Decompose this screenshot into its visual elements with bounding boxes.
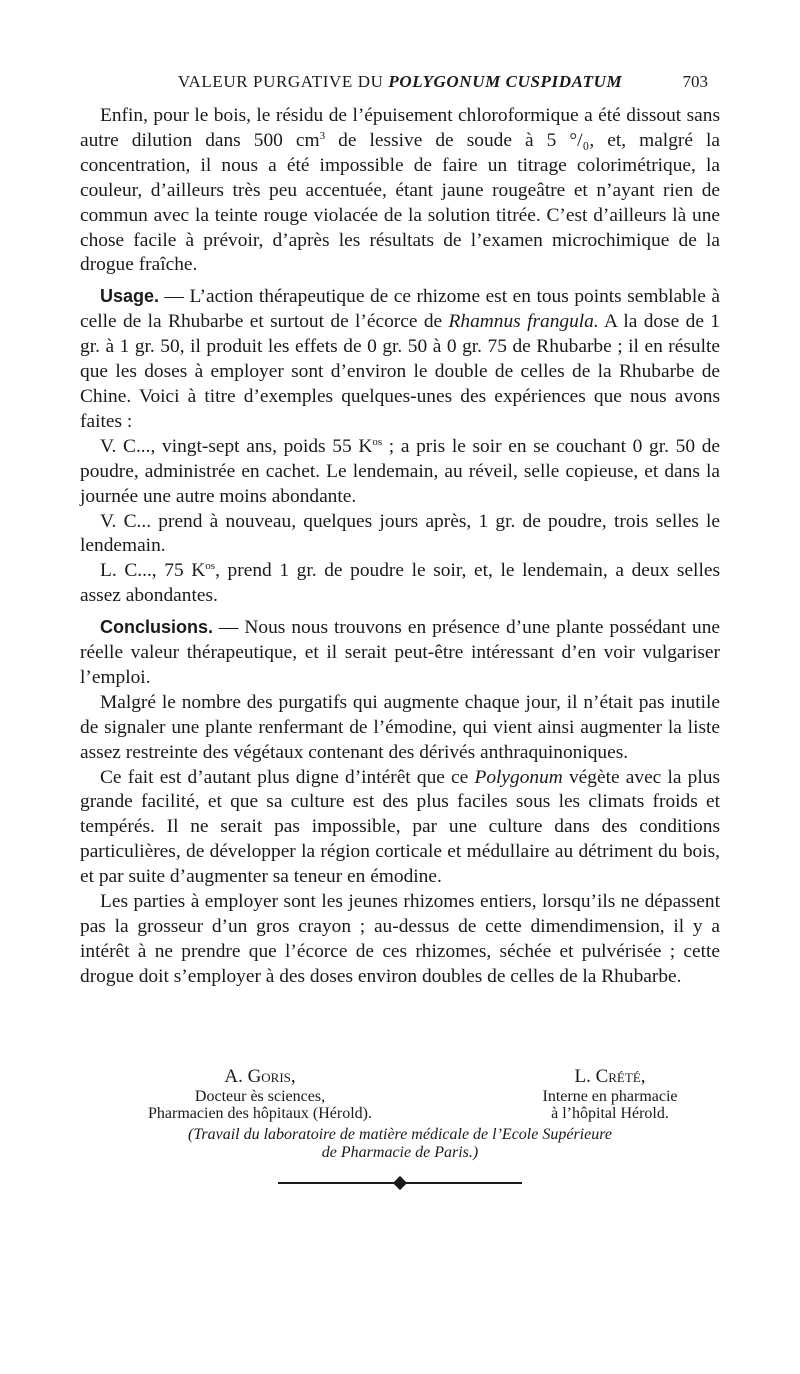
author-title-crete-1: Interne en pharmacie: [542, 1088, 678, 1105]
paragraph-example-1: V. C..., vingt-sept ans, poids 55 $K^{os}$ ; a pris le soir en se couchant 0 gr. 50 de poudre, administrée en cachet. Le lendemain, au réveil, selle copieuse, et dans la journée une autre moins abondante.: [80, 435, 720, 507]
paragraph-usage: Usage. — L’action thérapeutique de ce rhizome est en tous points semblable à celle de la Rhubarbe et surtout de l’écorce de Rhamnus frangula. A la dose de 1 gr. à 1 gr. 50, il produit les effets de 0 gr. 50 à 0 gr. 75 de Rhubarbe ; il en résulte que les doses à employer sont d’environ le double de celles de la Rhubarbe de Chine. Voici à titre d’exemples quelques-unes des expériences que nous avons faites :: [80, 286, 720, 432]
paragraph-example-2: V. C... prend à nouveau, quelques jours après, 1 gr. de poudre, trois selles le lendemain.: [80, 510, 720, 557]
section-heading-conclusions: Conclusions.: [100, 617, 214, 638]
author-name-crete: L. Crété,: [574, 1066, 646, 1087]
paragraph-malgre: Malgré le nombre des purgatifs qui augmente chaque jour, il n’était pas inutile de signaler une plante renfermant de l’émodine, qui vient ainsi augmenter la liste assez restreinte des végétaux contenant des dérivés anthraquinoniques.: [80, 691, 720, 763]
paragraph-bois: Enfin, pour le bois, le résidu de l’épuisement chloroformique a été dissout sans autre dilution dans 500 $cm^3$ de lessive de soude à 5 °/₀, et, malgré la concentration, il nous a été impossible de faire un titrage colorimétrique, la couleur, d’ailleurs très peu accentuée, étant jaune rougeâtre et n’ayant rien de commun avec la teinte rouge violacée de la solution titrée. C’est d’ailleurs là une chose facile à prévoir, d’après les résultats de l’examen microchimique de la drogue fraîche.: [80, 105, 720, 276]
section-heading-usage: Usage.: [100, 286, 160, 307]
paragraph-example-3: L. C..., 75 $K^{os}$, prend 1 gr. de poudre le soir, et, le lendemain, a deux selles assez abondantes.: [80, 560, 720, 607]
running-title: [0, 72, 800, 92]
article-body: [80, 104, 720, 990]
paragraph-ce-fait: Ce fait est d’autant plus digne d’intérêt que ce Polygonum végète avec la plus grande facilité, et que sa culture est des plus faciles sous les climats froids et tempérés. Il ne serait pas impossible, par une culture dans des conditions particulières, de développer la région corticale et médullaire au détriment du bois, et par suite d’augmenter sa teneur en émodine.: [80, 766, 720, 888]
credit-line-2: de Pharmacie de Paris.): [321, 1144, 479, 1161]
signature-crete: [500, 1066, 720, 1122]
author-title-crete-2: à l’hôpital Hérold.: [551, 1105, 669, 1122]
author-title-goris-2: Pharmacien des hôpitaux (Hérold).: [148, 1105, 372, 1122]
diamond-ornament-icon: [393, 1176, 407, 1190]
laboratory-credit: [100, 1126, 700, 1162]
credit-line-1: (Travail du laboratoire de matière médicale de l’Ecole Supérieure: [188, 1126, 612, 1143]
running-header: [0, 72, 800, 98]
running-title-prefix: VALEUR PURGATIVE DU: [177, 72, 384, 91]
author-title-goris-1: Docteur ès sciences,: [194, 1088, 326, 1105]
page-number: 703: [682, 72, 708, 91]
paragraph-les-parties: Les parties à employer sont les jeunes rhizomes entiers, lorsqu’ils ne dépassent pas la grosseur d’un gros crayon ; au-dessus de cette dimendimension, il y a intérêt à ne prendre que l’écorce de ces rhizomes, séchée et pulvérisée ; cette drogue doit s’employer à des doses environ doubles de celles de la Rhubarbe.: [80, 891, 720, 987]
paragraph-conclusions: Conclusions. — Nous nous trouvons en présence d’une plante possédant une réelle valeur thérapeutique, et il serait peut-être intéressant d’en voir vulgariser l’emploi.: [80, 617, 720, 688]
running-title-species: POLYGONUM CUSPIDATUM: [388, 72, 623, 91]
signature-goris: [110, 1066, 410, 1122]
author-name-goris: A. Goris,: [224, 1066, 296, 1087]
